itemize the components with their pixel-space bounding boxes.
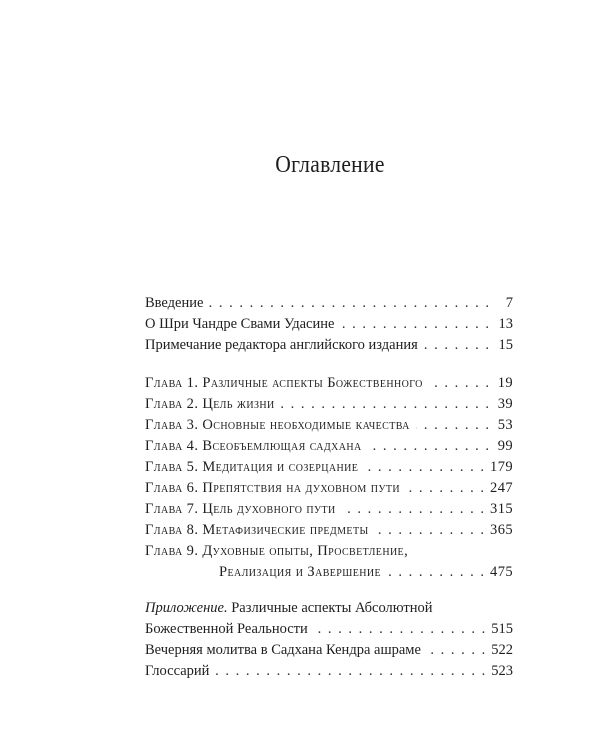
toc-chapters (145, 373, 513, 583)
entry-label: Глава 5. Медитация и созерцание (145, 459, 359, 475)
toc-chapter[interactable] (145, 415, 513, 436)
dot-leader (364, 457, 484, 478)
entry-page: 179 (490, 459, 513, 475)
entry-label: Глава 3. Основные необходимые качества (145, 417, 410, 433)
toc-chapter[interactable] (145, 394, 513, 415)
toc-entry[interactable] (145, 314, 513, 335)
toc-chapter-line2[interactable] (145, 562, 513, 583)
toc-entry[interactable] (145, 335, 513, 356)
entry-label: Глоссарий (145, 663, 210, 679)
dot-leader (368, 436, 489, 457)
dot-leader (340, 314, 489, 335)
entry-label: Примечание редактора английского издания (145, 337, 418, 353)
toc-entry[interactable] (145, 640, 513, 661)
entry-page: 7 (505, 295, 513, 311)
entry-label: Глава 9. Духовные опыты, Просветление, (145, 543, 409, 559)
entry-label: Вечерняя молитва в Садхана Кендра ашраме (145, 642, 421, 658)
entry-label: Глава 8. Метафизические предметы (145, 522, 369, 538)
toc-chapter[interactable] (145, 478, 513, 499)
entry-page: 315 (490, 501, 513, 517)
entry-page: 53 (497, 417, 513, 433)
toc-chapter-line1[interactable] (145, 541, 513, 562)
entry-page: 523 (491, 663, 513, 679)
toc-chapter[interactable] (145, 436, 513, 457)
dot-leader (424, 335, 489, 356)
dot-leader (406, 478, 484, 499)
entry-page: 247 (490, 480, 513, 496)
dot-leader (281, 394, 489, 415)
dot-leader (215, 661, 485, 682)
toc-appendix-line2[interactable] (145, 619, 513, 640)
entry-page: 99 (497, 438, 513, 454)
entry-page: 522 (491, 642, 513, 658)
entry-label: Введение (145, 295, 204, 311)
dot-leader (416, 415, 489, 436)
entry-label: Глава 2. Цель жизни (145, 396, 275, 412)
dot-leader (427, 640, 485, 661)
toc-chapter[interactable] (145, 520, 513, 541)
entry-label-continued: Божественной Реальности (145, 621, 308, 637)
entry-page: 365 (490, 522, 513, 538)
appendix-label (145, 598, 433, 619)
toc-entry[interactable] (145, 661, 513, 682)
entry-label: Глава 1. Различные аспекты Божественного (145, 375, 423, 391)
dot-leader (209, 293, 489, 314)
toc-chapter[interactable] (145, 457, 513, 478)
entry-label-continued: Реализация и Завершение (219, 564, 381, 580)
entry-label: Глава 6. Препятствия на духовном пути (145, 480, 400, 496)
toc-appendix-line1[interactable] (145, 598, 513, 619)
dot-leader (387, 562, 484, 583)
appendix-title: Различные аспекты Абсолютной (231, 600, 433, 616)
entry-page: 15 (498, 337, 513, 353)
appendix-prefix: Приложение. (145, 600, 228, 616)
dot-leader (342, 499, 484, 520)
toc-chapter[interactable] (145, 373, 513, 394)
entry-page: 475 (490, 564, 513, 580)
entry-page: 13 (498, 316, 513, 332)
entry-page: 19 (497, 375, 513, 391)
dot-leader (375, 520, 484, 541)
dot-leader (429, 373, 489, 394)
entry-page: 515 (491, 621, 513, 637)
entry-label: Глава 7. Цель духовного пути (145, 501, 336, 517)
dot-leader (314, 619, 485, 640)
toc-chapter[interactable] (145, 499, 513, 520)
entry-page: 39 (497, 396, 513, 412)
toc-back-matter (145, 598, 513, 682)
toc-entry[interactable] (145, 293, 513, 314)
toc-front-matter (145, 293, 513, 356)
entry-label: Глава 4. Всеобъемлющая садхана (145, 438, 362, 454)
page-title: Оглавление (275, 152, 385, 178)
entry-label: О Шри Чандре Свами Удасине (145, 316, 335, 332)
